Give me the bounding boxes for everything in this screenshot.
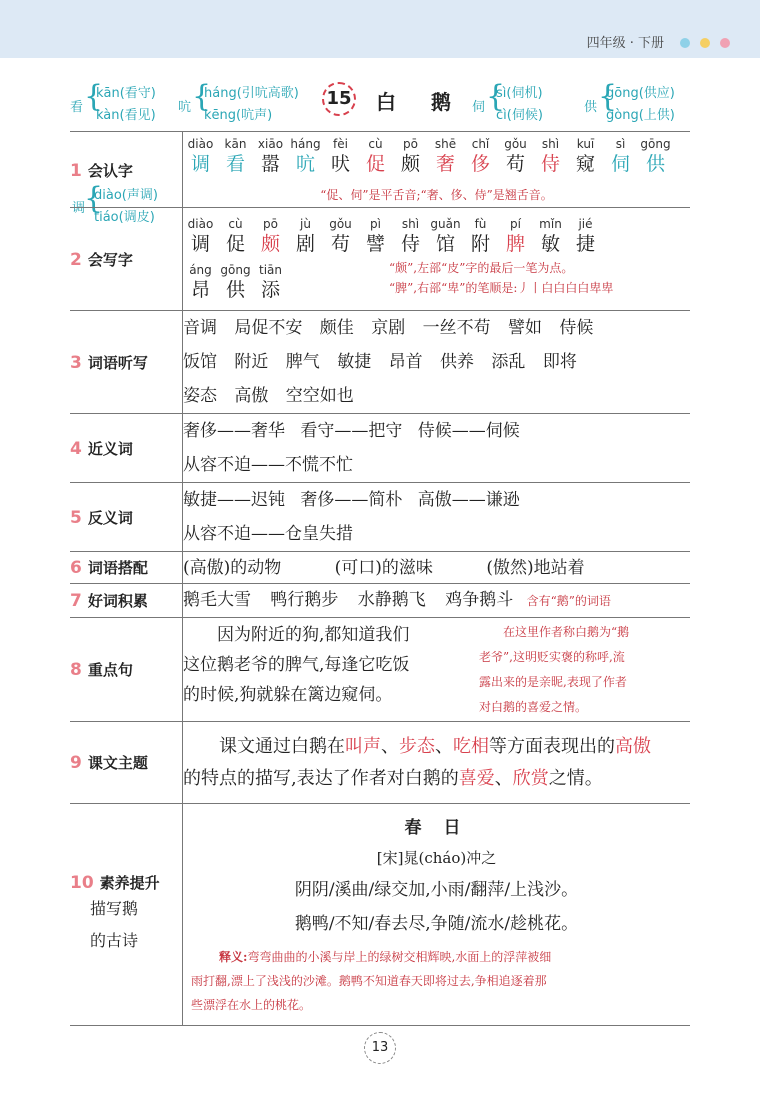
- hanzi: 嚣: [260, 153, 280, 175]
- char-cell: [183, 262, 218, 302]
- polyphone-char: 调: [72, 201, 86, 216]
- char-cell: [218, 216, 253, 256]
- char-grid: [183, 216, 690, 256]
- hanzi: 侍: [400, 233, 420, 255]
- text-line: 从容不迫——仓皇失措: [183, 524, 353, 544]
- page-number: 13: [364, 1032, 396, 1064]
- char-cell: [323, 136, 358, 176]
- reading: tiáo(调皮): [94, 210, 155, 225]
- pinyin: háng: [290, 137, 321, 151]
- hanzi: 附: [470, 233, 490, 255]
- section-content: [183, 618, 691, 722]
- pinyin: shì: [541, 137, 560, 151]
- char-cell: [463, 216, 498, 256]
- brace: {: [84, 181, 104, 216]
- char-cell: [323, 216, 358, 256]
- pinyin: pí: [510, 217, 521, 231]
- hanzi: 敏: [540, 233, 560, 255]
- text-line: 鹅毛大雪 鸭行鹅步 水静鹅飞 鸡争鹅斗: [183, 590, 514, 610]
- lesson-number: 15: [322, 82, 356, 116]
- sentence-note: 在这里作者称白鹅为“鹅 老爷”,这明贬实褒的称呼,流 露出来的是亲昵,表现了作者 对白鹅的喜爱之情。: [479, 624, 630, 714]
- char-cell: [533, 216, 568, 256]
- char-cell: [253, 262, 288, 302]
- char-cell: [393, 136, 428, 176]
- pinyin: shì: [401, 217, 420, 231]
- section-label: 7 好词积累: [70, 584, 183, 618]
- hanzi: 颇: [400, 153, 420, 175]
- char-cell: [498, 136, 533, 176]
- pinyin: pì: [370, 217, 381, 231]
- section-row: [70, 208, 690, 311]
- decor-dot-yellow: [700, 38, 710, 48]
- char-cell: [638, 136, 673, 176]
- hanzi: 譬: [365, 233, 385, 255]
- brace: {: [486, 79, 506, 114]
- hanzi: 吠: [330, 153, 350, 175]
- text-line: 音调 局促不安 颇佳 京剧 一丝不苟 譬如 侍候: [183, 318, 594, 338]
- char-cell: [288, 216, 323, 256]
- note: “颇”,左部“皮”字的最后一笔为点。 “脾”,右部“卑”的笔顺是:丿丨白白白白卑卑: [389, 261, 614, 295]
- section-label: 3 词语听写: [70, 311, 183, 414]
- text-line: (高傲)的动物 (可口)的滋味 (傲然)地站着: [183, 557, 585, 578]
- hanzi: 促: [225, 233, 245, 255]
- text-line: 姿态 高傲 空空如也: [183, 386, 354, 406]
- reading: gōng(供应): [606, 86, 675, 101]
- hanzi: 侍: [540, 153, 560, 175]
- pinyin: chǐ: [471, 137, 490, 151]
- char-cell: [358, 136, 393, 176]
- char-cell: [533, 136, 568, 176]
- section-row: [70, 311, 690, 414]
- pinyin: tiān: [259, 263, 282, 277]
- char-cell: [463, 136, 498, 176]
- reading: kàn(看见): [96, 108, 156, 123]
- pinyin: gǒu: [329, 217, 352, 231]
- hanzi: 添: [260, 279, 280, 301]
- note: 含有“鹅”的词语: [526, 594, 611, 608]
- pinyin: gōng: [220, 263, 251, 277]
- poem-line: 鹅鸭/不知/春去尽,争随/流水/趁桃花。: [294, 913, 579, 934]
- pinyin: jù: [300, 217, 311, 231]
- section-content: [183, 311, 691, 414]
- pinyin: cù: [368, 137, 383, 151]
- hanzi: 供: [645, 153, 665, 175]
- poem-title: 春 日: [404, 817, 469, 838]
- section-label: 4 近义词: [70, 414, 183, 483]
- section-label: 8 重点句: [70, 618, 183, 722]
- reading: háng(引吭高歌): [204, 86, 299, 101]
- hanzi: 苟: [330, 233, 350, 255]
- char-grid: [183, 136, 690, 176]
- pinyin: gōng: [640, 137, 671, 151]
- section-content: [183, 132, 691, 208]
- char-cell: [218, 136, 253, 176]
- pinyin: fù: [474, 217, 487, 231]
- section-content: [183, 414, 691, 483]
- section-content: [183, 584, 691, 618]
- section-content: [183, 804, 691, 1026]
- note: “促、伺”是平舌音;“奢、侈、侍”是翘舌音。: [320, 188, 553, 202]
- hanzi: 供: [225, 279, 245, 301]
- hanzi: 吭: [295, 153, 315, 175]
- hanzi: 剧: [295, 233, 315, 255]
- text-line: 敏捷——迟钝 奢侈——简朴 高傲——谦逊: [183, 490, 520, 510]
- pinyin: pō: [403, 137, 418, 151]
- polyphone-char: 吭: [178, 100, 192, 115]
- pinyin: diào: [187, 217, 214, 231]
- pinyin: sì: [615, 137, 626, 151]
- pinyin: kuī: [576, 137, 595, 151]
- reading: cì(伺候): [496, 108, 543, 123]
- polyphone-char: 伺: [472, 100, 486, 115]
- char-cell: [288, 136, 323, 176]
- polyphone-char: 看: [70, 100, 84, 115]
- section-content: [183, 722, 691, 804]
- text-line: 从容不迫——不慌不忙: [183, 455, 353, 475]
- hanzi: 颇: [260, 233, 280, 255]
- pinyin: xiāo: [257, 137, 284, 151]
- poem-explanation: 释义:弯弯曲曲的小溪与岸上的绿树交相辉映,水面上的浮萍被细 雨打翻,漂上了浅浅的沙滩。鹅鸭不知道春天即将过去,争相追逐着那 些漂浮在水上的桃花。: [191, 949, 552, 1012]
- hanzi: 窥: [575, 153, 595, 175]
- reading: diào(声调): [94, 188, 158, 203]
- section-row: [70, 552, 690, 584]
- pinyin: kān: [224, 137, 247, 151]
- section-label: 6 词语搭配: [70, 552, 183, 584]
- section-row: [70, 618, 690, 722]
- hanzi: 奢: [435, 153, 455, 175]
- section-row: [70, 722, 690, 804]
- reading: gòng(上供): [606, 108, 675, 123]
- section-row: [70, 132, 690, 208]
- hanzi: 调: [190, 153, 210, 175]
- section-label: 1 会认字: [70, 132, 183, 208]
- hanzi: 看: [225, 153, 245, 175]
- decor-dot-pink: [720, 38, 730, 48]
- section-content: [183, 552, 691, 584]
- brace: {: [598, 79, 618, 114]
- decor-dot-blue: [680, 38, 690, 48]
- section-label: 9 课文主题: [70, 722, 183, 804]
- char-cell: [183, 136, 218, 176]
- char-cell: [568, 216, 603, 256]
- text-line: 奢侈——奢华 看守——把守 侍候——伺候: [183, 421, 520, 441]
- pinyin: cù: [228, 217, 243, 231]
- section-row: [70, 483, 690, 552]
- brace: {: [192, 79, 212, 114]
- hanzi: 脾: [505, 233, 525, 255]
- hanzi: 调: [190, 233, 210, 255]
- char-cell: [568, 136, 603, 176]
- text-line: 饭馆 附近 脾气 敏捷 昂首 供养 添乱 即将: [183, 352, 577, 372]
- hanzi: 馆: [435, 233, 455, 255]
- grade-label: 四年级 · 下册: [586, 36, 664, 51]
- section-label: 2 会写字: [70, 208, 183, 311]
- key-sentence: 因为附近的狗,都知道我们 这位鹅老爷的脾气,每逢它吃饭 的时候,狗就躲在篱边窥伺。: [183, 624, 410, 705]
- char-cell: [428, 136, 463, 176]
- poem-author: [宋]晁(cháo)冲之: [376, 848, 497, 867]
- section-row: [70, 414, 690, 483]
- hanzi: 侈: [470, 153, 490, 175]
- section-label: 5 反义词: [70, 483, 183, 552]
- char-cell: [253, 216, 288, 256]
- section-row: [70, 584, 690, 618]
- char-cell: [218, 262, 253, 302]
- pinyin: pō: [263, 217, 278, 231]
- reading: sì(伺机): [496, 86, 543, 101]
- hanzi: 苟: [505, 153, 525, 175]
- char-cell: [253, 136, 288, 176]
- char-cell: [183, 216, 218, 256]
- hanzi: 促: [365, 153, 385, 175]
- pinyin: mǐn: [539, 217, 562, 231]
- char-cell: [393, 216, 428, 256]
- reading: kēng(吭声): [204, 108, 273, 123]
- lesson-title: 白 鹅: [376, 90, 465, 114]
- poem-line: 阴阴/溪曲/绿交加,小雨/翻萍/上浅沙。: [294, 879, 579, 900]
- char-cell: [603, 136, 638, 176]
- section-label: 10 素养提升 描写鹅 的古诗: [70, 804, 183, 1026]
- pinyin: jié: [578, 217, 593, 231]
- hanzi: 捷: [575, 233, 595, 255]
- hanzi: 伺: [610, 153, 630, 175]
- brace: {: [84, 79, 104, 114]
- top-banner: [0, 0, 760, 58]
- char-cell: [428, 216, 463, 256]
- char-cell: [498, 216, 533, 256]
- pinyin: diào: [187, 137, 214, 151]
- pinyin: shē: [434, 137, 457, 151]
- theme-text: 课文通过白鹅在叫声、步态、吃相等方面表现出的高傲 的特点的描写,表达了作者对白鹅的喜爱、欣赏之情。: [183, 735, 651, 789]
- pinyin: áng: [189, 263, 212, 277]
- section-content: [183, 483, 691, 552]
- reading: kān(看守): [96, 86, 156, 101]
- section-content: [183, 208, 691, 311]
- polyphone-char: 供: [584, 100, 598, 115]
- pinyin: guǎn: [430, 217, 461, 231]
- section-row: [70, 804, 690, 1026]
- lesson-table: [70, 131, 690, 1026]
- hanzi: 昂: [190, 279, 210, 301]
- char-cell: [358, 216, 393, 256]
- pinyin: gǒu: [504, 137, 527, 151]
- pinyin: fèi: [333, 137, 348, 151]
